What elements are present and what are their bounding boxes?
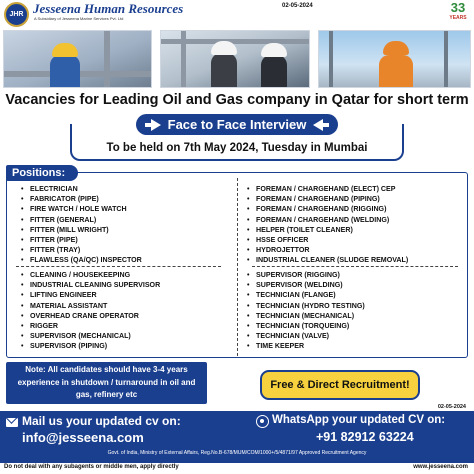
logo-emblem-icon: JHR [4,2,29,27]
company-subtitle: A Subsidiary of Jesseena Marine Services Pvt. Ltd [34,16,124,21]
post-date: 02-05-2024 [282,3,313,9]
worker-photo-site [318,30,471,88]
list-item: • INDUSTRIAL CLEANING SUPERVISOR [20,280,160,290]
list-item: • SUPERVISOR (WELDING) [246,280,365,290]
tower-shape [444,31,448,88]
list-item: • FOREMAN / CHARGEHAND (ELECT) CEP [246,184,408,194]
list-item: • HELPER (TOILET CLEANER) [246,225,408,235]
arrow-right-icon [151,119,161,131]
list-item: • TECHNICIAN (FLANGE) [246,290,365,300]
tower-shape [329,31,333,88]
bottom-strip [0,463,474,474]
pipe-shape [181,31,186,88]
website-link[interactable]: www.jesseena.com [413,464,468,470]
list-item: • FITTER (TRAY) [20,245,142,255]
contact-footer [0,411,474,463]
post-date-bottom: 02-05-2024 [437,404,466,410]
hard-hat-icon [261,43,287,57]
positions-list-right-top [246,184,408,266]
list-item: • CLEANING / HOUSEKEEPING [20,270,160,280]
positions-list-left-bottom [20,270,160,352]
mail-label: Mail us your updated cv on: [22,414,181,428]
registration-text: Govt. of India, Ministry of External Affairs, Reg.No.B-678/MUM/COM/1000+/5/4871/97 Approved Recruitment Agency [107,450,367,456]
list-item: • HSSE OFFICER [246,235,408,245]
whatsapp-number-link[interactable]: +91 82912 63224 [316,430,414,444]
header [0,0,474,30]
hard-hat-icon [383,41,409,55]
list-item: • TECHNICIAN (VALVE) [246,331,365,341]
list-item: • TECHNICIAN (TORQUEING) [246,321,365,331]
list-item: • FIRE WATCH / HOLE WATCH [20,204,142,214]
row-divider [16,266,221,267]
arrow-right-icon [313,119,323,131]
mail-icon [6,418,18,427]
list-item: • FITTER (PIPE) [20,235,142,245]
list-item: • FITTER (MILL WRIGHT) [20,225,142,235]
list-item: • OVERHEAD CRANE OPERATOR [20,311,160,321]
interview-banner-label: Face to Face Interview [167,117,307,132]
interview-date: To be held on 7th May 2024, Tuesday in Mumbai [106,142,368,154]
worker-figure [50,55,80,88]
company-name: Jesseena Human Resources [33,1,184,16]
list-item: • FOREMAN / CHARGEHAND (WELDING) [246,215,408,225]
list-item: • FABRICATOR (PIPE) [20,194,142,204]
worker-photo-pipes [3,30,152,88]
list-item: • FLAWLESS (QA/QC) INSPECTOR [20,255,142,265]
badge-number: 33 [450,0,466,15]
whatsapp-icon [256,415,269,428]
positions-heading: Positions: [6,165,78,181]
list-item: • MATERIAL ASSISTANT [20,301,160,311]
list-item: • ELECTRICIAN [20,184,142,194]
hard-hat-icon [52,43,78,57]
interview-banner [136,114,338,135]
worker-figure [261,55,287,88]
list-item: • TECHNICIAN (MECHANICAL) [246,311,365,321]
worker-figure [379,55,413,88]
positions-list-right-bottom [246,270,365,352]
experience-note: Note: All candidates should have 3-4 years experience in shutdown / turnaround in oil and gas, refinery etc [6,362,207,404]
row-divider [252,266,458,267]
list-item: • INDUSTRIAL CLEANER (SLUDGE REMOVAL) [246,255,408,265]
list-item: • FOREMAN / CHARGEHAND (PIPING) [246,194,408,204]
list-item: • FOREMAN / CHARGEHAND (RIGGING) [246,204,408,214]
anniversary-badge [446,1,470,27]
list-item: • HYDROJETTOR [246,245,408,255]
whatsapp-label: WhatsApp your updated CV on: [272,414,446,426]
list-item: • LIFTING ENGINEER [20,290,160,300]
list-item: • SUPERVISOR (RIGGING) [246,270,365,280]
list-item: • SUPERVISOR (PIPING) [20,341,160,351]
hard-hat-icon [211,41,237,55]
list-item: • TIME KEEPER [246,341,365,351]
page-title: Vacancies for Leading Oil and Gas company in Qatar for short term [5,92,469,108]
column-divider [237,178,238,356]
pipe-shape [104,31,110,88]
list-item: • SUPERVISOR (MECHANICAL) [20,331,160,341]
positions-list-left-top [20,184,142,266]
worker-figure [211,53,237,88]
badge-text: YEARS [449,15,467,21]
email-link[interactable]: info@jesseena.com [22,430,144,445]
list-item: • RIGGER [20,321,160,331]
list-item: • FITTER (GENERAL) [20,215,142,225]
disclaimer-text: Do not deal with any subagents or middle men, apply directly [4,464,179,470]
free-recruitment-badge: Free & Direct Recruitment! [260,370,420,400]
list-item: • TECHNICIAN (HYDRO TESTING) [246,301,365,311]
worker-photo-plant [160,30,310,88]
